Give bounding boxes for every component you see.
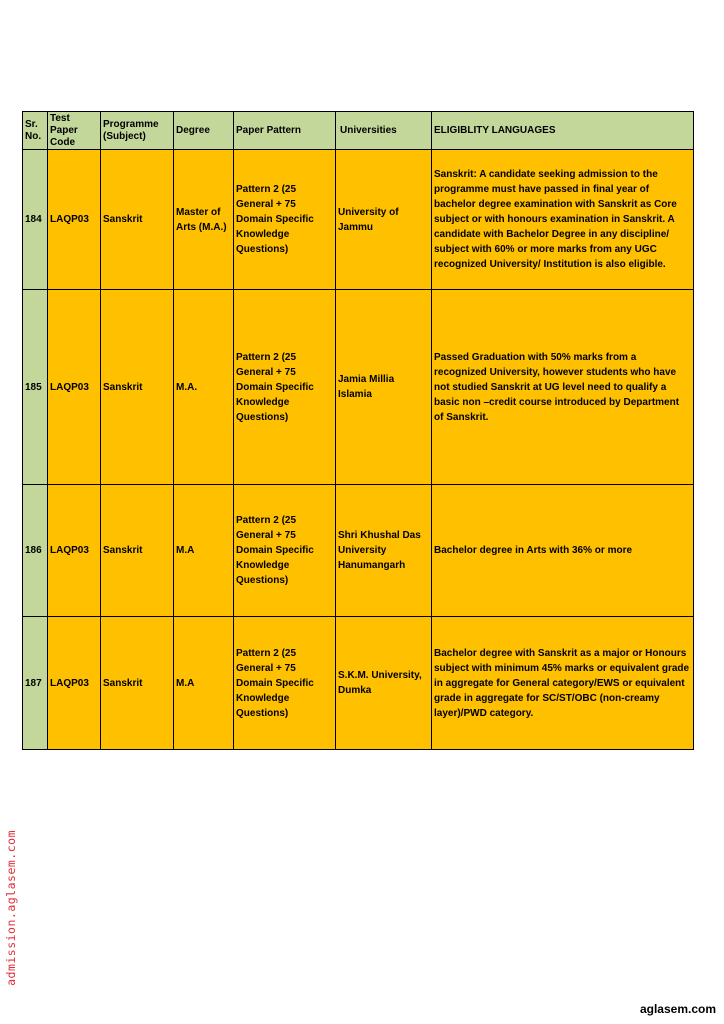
eligibility-table <box>22 111 694 750</box>
row-university: University of Jammu <box>336 150 432 290</box>
footer-brand: aglasem.com <box>639 1002 716 1016</box>
row-degree: M.A <box>174 485 234 617</box>
row-eligibility: Passed Graduation with 50% marks from a recognized University, however students who have not studied Sanskrit at UG level need to qualify a basic non –credit course introduced by Department of Sanskrit. <box>432 290 694 485</box>
row-paper-pattern: Pattern 2 (25 General + 75 Domain Specific Knowledge Questions) <box>234 150 336 290</box>
row-programme: Sanskrit <box>101 290 174 485</box>
row-sr-no: 185 <box>23 290 48 485</box>
row-university: S.K.M. University, Dumka <box>336 617 432 750</box>
table-row <box>23 150 694 290</box>
header-eligibility: ELIGIBLITY LANGUAGES <box>432 112 694 150</box>
table-row <box>23 290 694 485</box>
row-sr-no: 186 <box>23 485 48 617</box>
row-programme: Sanskrit <box>101 617 174 750</box>
row-sr-no: 184 <box>23 150 48 290</box>
row-paper-pattern: Pattern 2 (25 General + 75 Domain Specific Knowledge Questions) <box>234 617 336 750</box>
header-universities: Universities <box>336 112 432 150</box>
row-degree: M.A <box>174 617 234 750</box>
header-degree: Degree <box>174 112 234 150</box>
table-header-row <box>23 112 694 150</box>
row-paper-pattern: Pattern 2 (25 General + 75 Domain Specific Knowledge Questions) <box>234 485 336 617</box>
header-sr-no: Sr. No. <box>23 112 48 150</box>
row-degree: Master of Arts (M.A.) <box>174 150 234 290</box>
row-test-paper-code: LAQP03 <box>48 617 101 750</box>
row-test-paper-code: LAQP03 <box>48 485 101 617</box>
row-eligibility: Sanskrit: A candidate seeking admission to the programme must have passed in final year of bachelor degree examination with Sanskrit as Core subject or with honours examination in Sanskrit. A candidate with Bachelor Degree in any discipline/ subject with 60% or more marks from any UGC recognized University/ Institution is also eligible. <box>432 150 694 290</box>
row-test-paper-code: LAQP03 <box>48 150 101 290</box>
table-row <box>23 617 694 750</box>
row-degree: M.A. <box>174 290 234 485</box>
row-university: Shri Khushal Das University Hanumangarh <box>336 485 432 617</box>
header-programme: Programme (Subject) <box>101 112 174 150</box>
header-paper-pattern: Paper Pattern <box>234 112 336 150</box>
row-eligibility: Bachelor degree with Sanskrit as a major or Honours subject with minimum 45% marks or equivalent grade in aggregate for General category/EWS or equivalent grade in aggregate for SC/ST/OBC (non-creamy layer)/PWD category. <box>432 617 694 750</box>
row-test-paper-code: LAQP03 <box>48 290 101 485</box>
row-eligibility: Bachelor degree in Arts with 36% or more <box>432 485 694 617</box>
table-row <box>23 485 694 617</box>
row-sr-no: 187 <box>23 617 48 750</box>
header-test-paper-code: Test Paper Code <box>48 112 101 150</box>
row-university: Jamia Millia Islamia <box>336 290 432 485</box>
row-programme: Sanskrit <box>101 150 174 290</box>
row-paper-pattern: Pattern 2 (25 General + 75 Domain Specific Knowledge Questions) <box>234 290 336 485</box>
site-watermark: admission.aglasem.com <box>4 830 18 986</box>
row-programme: Sanskrit <box>101 485 174 617</box>
